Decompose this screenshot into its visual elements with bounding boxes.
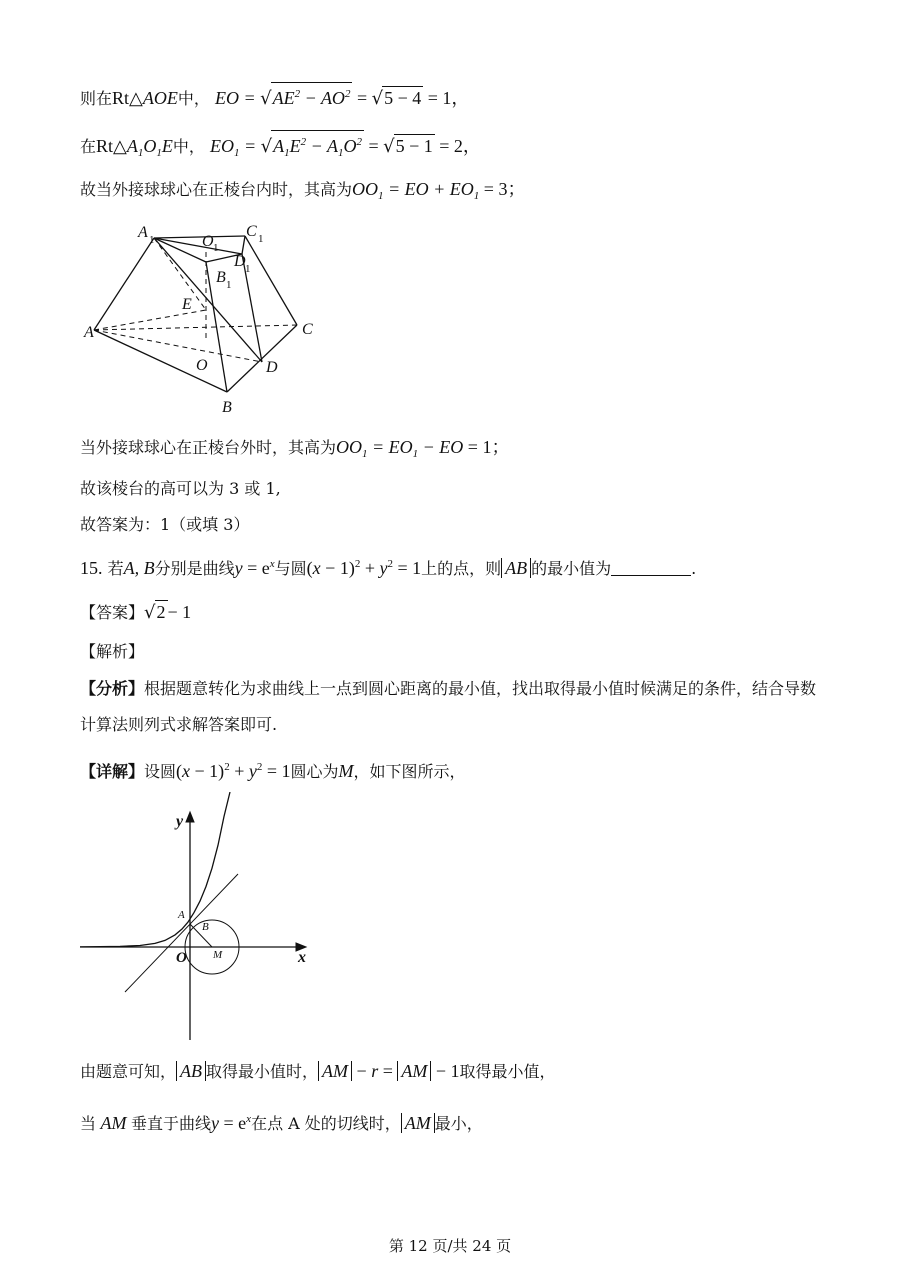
text: AOE bbox=[142, 88, 178, 108]
label: 1 bbox=[226, 279, 232, 291]
label-m: M bbox=[213, 949, 223, 961]
math: AM bbox=[96, 1113, 132, 1133]
math: AB bbox=[501, 558, 531, 578]
after-line-2 bbox=[80, 1108, 483, 1135]
radicand: 5 − 1 bbox=[395, 136, 433, 156]
text: = 2， bbox=[434, 136, 481, 156]
math: = e bbox=[242, 558, 270, 578]
label: D bbox=[266, 359, 278, 376]
triangle-name: $A_1O_1E$ bbox=[126, 136, 173, 159]
radicand: $A_1E^2 - A_1O^2$ bbox=[271, 130, 364, 164]
math: AM bbox=[318, 1061, 352, 1081]
text: 上的点，则 bbox=[421, 559, 502, 578]
label-o: O bbox=[176, 950, 187, 966]
math: M bbox=[338, 761, 354, 781]
label-b: B bbox=[202, 921, 209, 933]
text: 取得最小值， bbox=[459, 1062, 556, 1081]
fenxi-label: 【分析】 bbox=[80, 679, 145, 698]
math: y bbox=[234, 558, 243, 578]
sqrt-sign: √ bbox=[144, 602, 156, 623]
label: 1 bbox=[149, 234, 155, 246]
text: 圆心为 bbox=[290, 762, 339, 781]
edge bbox=[227, 325, 297, 392]
label: B bbox=[216, 269, 226, 286]
exp-circle-figure bbox=[80, 792, 320, 1042]
line-eo: 则在Rt△AOE中， EO = $√AE^2 - AO^2 = √5 - 4 = 1$， bbox=[80, 82, 469, 110]
sup: 2 bbox=[344, 88, 351, 100]
label: E bbox=[182, 296, 192, 313]
text: 由题意可知， bbox=[80, 1062, 177, 1081]
fenxi-line-1 bbox=[80, 678, 816, 700]
formula-eo: EO = bbox=[214, 88, 261, 108]
text: 则在 bbox=[80, 89, 113, 108]
math: $(x - 1)^2 + y^2 = 1$ bbox=[306, 558, 422, 578]
label: C bbox=[302, 321, 313, 338]
math: = e bbox=[219, 1113, 247, 1133]
text: 取得最小值时， bbox=[206, 1062, 319, 1081]
radicand: 2 bbox=[156, 602, 166, 622]
edge bbox=[154, 238, 206, 262]
math: − r = bbox=[352, 1061, 398, 1081]
text: AE bbox=[272, 88, 295, 108]
label: D bbox=[234, 253, 246, 270]
math: AM bbox=[401, 1113, 435, 1133]
edge bbox=[154, 238, 242, 254]
math: AB bbox=[176, 1061, 206, 1081]
y-label: y bbox=[176, 813, 184, 830]
math: $(x - 1)^2 + y^2 = 1$ bbox=[176, 761, 291, 781]
formula: $OO_1$ = EO + $EO_1$ bbox=[352, 179, 480, 202]
answer-blank[interactable] bbox=[611, 559, 691, 576]
math: A, B bbox=[123, 558, 155, 578]
label: 1 bbox=[213, 242, 219, 254]
fenxi-line-2: 计算法则列式求解答案即可. bbox=[80, 715, 278, 734]
line-eo1: 在$Rt\triangle A_1O_1E$中， $EO_1 = √A_1E^2 - A_1O^2 = √5 - 1 = 2$， bbox=[80, 130, 481, 164]
hidden-edge bbox=[94, 310, 206, 330]
math: y bbox=[211, 1113, 220, 1133]
label: B bbox=[222, 399, 232, 416]
text: 根据题意转化为求曲线上一点到圆心距离的最小值，找出取得最小值时候满足的条件，结合导数 bbox=[144, 679, 817, 698]
question-number: 15. bbox=[80, 558, 103, 578]
text: 最小， bbox=[434, 1114, 483, 1133]
text: 在 bbox=[80, 137, 97, 156]
after-line-1 bbox=[80, 1060, 556, 1083]
answer-line bbox=[80, 600, 191, 624]
formula-eo1: $EO_1$ = bbox=[209, 136, 261, 159]
x-label: x bbox=[298, 949, 306, 966]
label: O bbox=[202, 233, 214, 250]
radicand: $AE^2 - AO^2$ bbox=[271, 82, 353, 109]
text: 与圆 bbox=[274, 559, 307, 578]
text: . bbox=[691, 559, 697, 578]
text: Rt△ bbox=[96, 136, 127, 156]
text: 若 bbox=[107, 559, 124, 578]
label: O bbox=[196, 357, 208, 374]
answer-value: − 1 bbox=[167, 602, 192, 622]
text: 中， bbox=[177, 89, 210, 108]
sqrt-sign: √ bbox=[260, 88, 272, 109]
label: A bbox=[138, 224, 148, 241]
edge bbox=[154, 236, 245, 238]
page-footer: 第 12 页/共 24 页 bbox=[388, 1237, 512, 1255]
hidden-edge bbox=[154, 238, 206, 310]
line-answer-prev: 故答案为：1（或填 3） bbox=[80, 515, 250, 534]
math: x bbox=[246, 1113, 252, 1125]
label: 1 bbox=[258, 233, 264, 245]
frustum-figure bbox=[82, 222, 322, 422]
sqrt-sign: √ bbox=[383, 136, 395, 157]
label-a: A bbox=[178, 909, 185, 921]
text: 当 bbox=[80, 1114, 97, 1133]
label: C bbox=[246, 223, 257, 240]
text: 设圆 bbox=[144, 762, 177, 781]
text: 分别是曲线 bbox=[154, 559, 235, 578]
radicand: 5 − 4 bbox=[384, 88, 422, 108]
edge bbox=[94, 238, 154, 330]
edge bbox=[242, 236, 245, 254]
formula: $OO_1 = EO_1$ − EO bbox=[336, 437, 464, 460]
text: 当外接球球心在正棱台外时，其高为 bbox=[80, 438, 337, 457]
answer-label: 【答案】 bbox=[80, 603, 145, 622]
math: AM bbox=[397, 1061, 431, 1081]
question-15 bbox=[80, 553, 696, 580]
text: 的最小值为 bbox=[531, 559, 612, 578]
text: = 1， bbox=[423, 88, 470, 108]
xiangjie-line bbox=[80, 756, 466, 783]
label: A bbox=[84, 324, 94, 341]
text: 在点 A 处的切线时， bbox=[251, 1114, 401, 1133]
text: ，如下图所示， bbox=[353, 762, 466, 781]
sqrt-sign: √ bbox=[260, 136, 273, 157]
text: = 3； bbox=[479, 179, 526, 199]
sup: 2 bbox=[294, 88, 301, 100]
sqrt-sign: √ bbox=[371, 88, 384, 109]
text: 故当外接球球心在正棱台内时，其高为 bbox=[80, 180, 353, 199]
y-arrow bbox=[186, 812, 194, 822]
line-height-inside bbox=[80, 178, 525, 207]
xiangjie-label: 【详解】 bbox=[80, 762, 145, 781]
jiexi-label: 【解析】 bbox=[80, 642, 145, 661]
hidden-edge bbox=[94, 325, 297, 330]
text: = 1； bbox=[463, 437, 510, 457]
math: x bbox=[269, 558, 275, 570]
text: 中， bbox=[172, 137, 205, 156]
hidden-edge bbox=[94, 330, 262, 362]
tangent-line bbox=[125, 874, 238, 992]
edge bbox=[154, 238, 262, 362]
line-height-outside bbox=[80, 436, 509, 465]
line-conclusion: 故该棱台的高可以为 3 或 1, bbox=[80, 479, 281, 498]
text: AO bbox=[320, 88, 345, 108]
text: Rt△ bbox=[112, 88, 143, 108]
math: − 1 bbox=[431, 1061, 460, 1081]
label: 1 bbox=[245, 263, 251, 275]
text: 垂直于曲线 bbox=[131, 1114, 212, 1133]
